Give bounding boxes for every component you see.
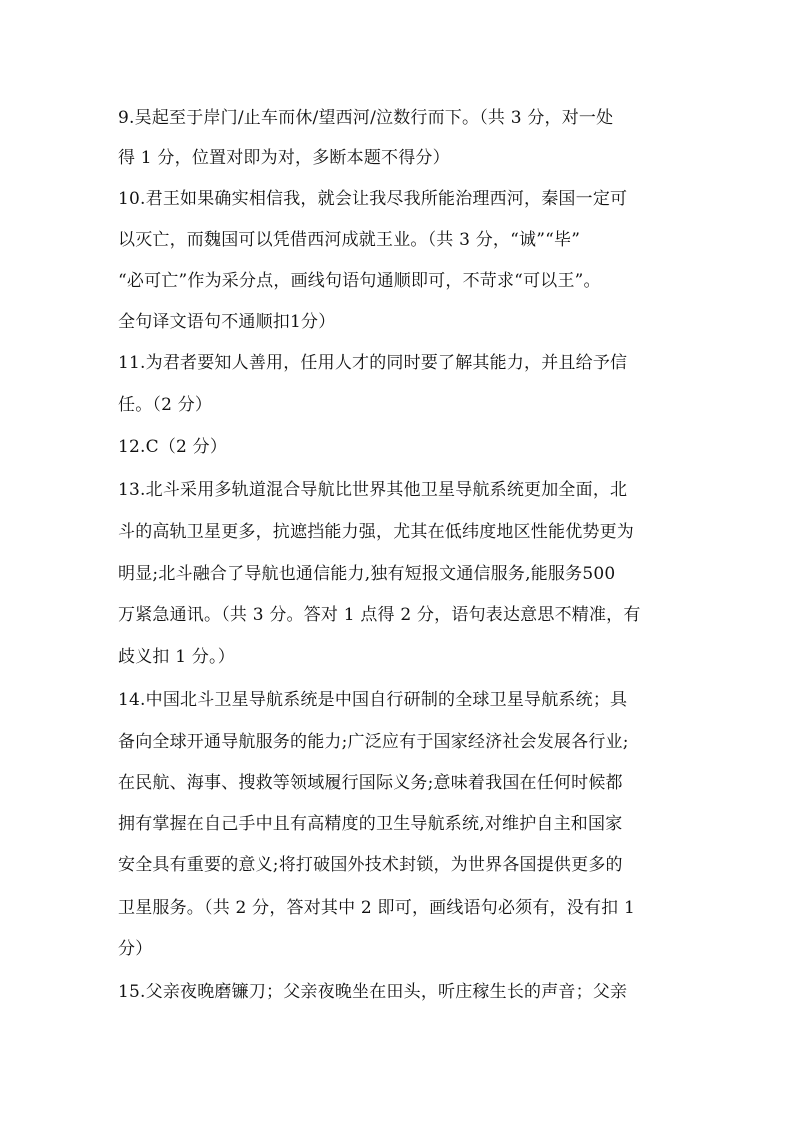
- text-line: 15.父亲夜晚磨镰刀；父亲夜晚坐在田头，听庄稼生长的声音；父亲: [118, 982, 628, 1002]
- text-line: 12.C（2 分）: [118, 437, 228, 457]
- text-line: 分）: [118, 939, 153, 959]
- text-line: 13.北斗采用多轨道混合导航比世界其他卫星导航系统更加全面，北: [118, 480, 628, 500]
- text-line: 在民航、海事、搜救等领域履行国际义务;意味着我国在任何时候都: [118, 773, 623, 793]
- text-line: 9.吴起至于岸门/止车而休/望西河/泣数行而下。（共 3 分，对一处: [118, 108, 614, 128]
- text-line: 14.中国北斗卫星导航系统是中国自行研制的全球卫星导航系统；具: [118, 690, 628, 710]
- text-line: 以灭亡，而魏国可以凭借西河成就王业。（共 3 分，“诚”“毕”: [118, 230, 581, 250]
- text-line: 备向全球开通导航服务的能力;广泛应有于国家经济社会发展各行业;: [118, 732, 629, 752]
- text-line: 安全具有重要的意义;将打破国外技术封锁，为世界各国提供更多的: [118, 855, 623, 875]
- text-line: 明显;北斗融合了导航也通信能力,独有短报文通信服务,能服务500: [118, 564, 616, 584]
- text-line: 10.君王如果确实相信我，就会让我尽我所能治理西河，秦国一定可: [118, 189, 628, 209]
- text-line: 全句译文语句不通顺扣1分）: [118, 312, 336, 332]
- text-line: 斗的高轨卫星更多，抗遮挡能力强，尤其在低纬度地区性能优势更为: [118, 522, 634, 542]
- text-line: “必可亡”作为采分点，画线句语句通顺即可，不苛求“可以王”。: [118, 271, 601, 291]
- text-line: 万紧急通讯。（共 3 分。答对 1 点得 2 分，语句表达意思不精准，有: [118, 605, 641, 625]
- text-line: 11.为君者要知人善用，任用人才的同时要了解其能力，并且给予信: [118, 353, 628, 373]
- text-line: 卫星服务。（共 2 分，答对其中 2 即可，画线语句必须有，没有扣 1: [118, 898, 635, 918]
- text-line: 拥有掌握在自己手中且有高精度的卫生导航系统,对维护自主和国家: [118, 814, 623, 834]
- text-line: 任。（2 分）: [118, 395, 213, 415]
- text-line: 歧义扣 1 分。）: [118, 647, 235, 667]
- text-line: 得 1 分，位置对即为对，多断本题不得分）: [118, 148, 450, 168]
